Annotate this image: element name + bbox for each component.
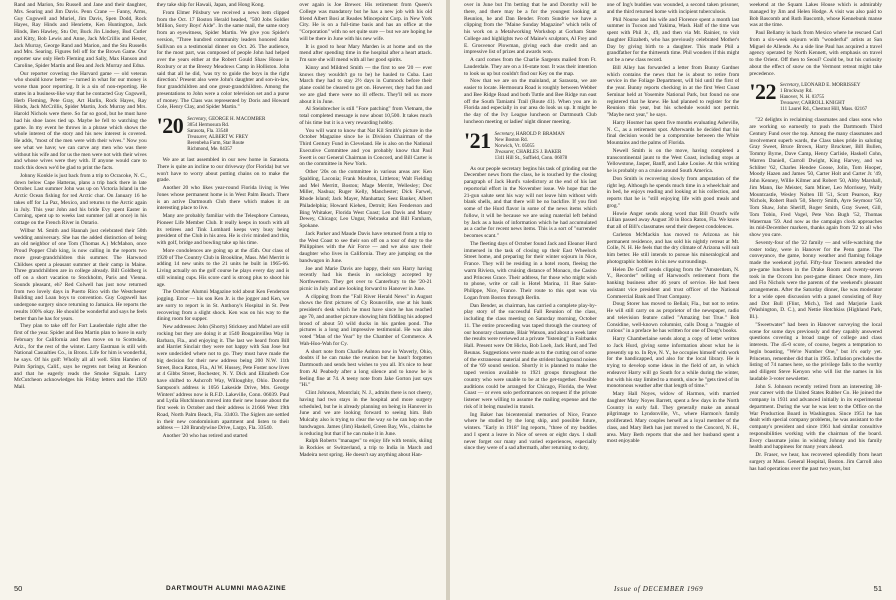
paragraph: Another 20 who likes year-round Florida living is Wes Jones whose permanent home is in West Palm Beach. There is an active Dartmouth Club there which makes it an interesting place to live. bbox=[156, 185, 290, 212]
class-header-1922 bbox=[749, 79, 882, 113]
paragraph: Newell Smith is on the move, having completed a transcontinental jaunt to the West Coast, including stops at Yellowstone, Jasper, Banff, and Lake Louise. At this writing he is probably on a cruise around South America. bbox=[606, 147, 740, 174]
paragraph: Joe and Marie Davis are happy, their son Harry having recently had his thesis in sociology accepted by Northwestern. They get over to Canterbury to the '20-21 picnic in July and are looking forward to Hanover in June. bbox=[299, 265, 433, 292]
secretary-label: Secretary, bbox=[494, 131, 515, 137]
running-footer: Issue of DECEMBER 1969 bbox=[614, 585, 704, 593]
paragraph: They plan to take off for Fort Lauderdale right after the first of the year. Spider and Bea Martin plan to leave in early February for California and then move on to Scottsdale, Ariz., for the rest of the winter. Larry Eastman is still with National Casualties Co., in Bronx. Life for him is wonderful, he says. Of his golf: Wholly all all well. Slim Hamlen of Palm Springs, Calif., says he regrets not being at Reunion and that he eagerly reads the Smoke Signals. Larry McCutcheon acknowledges his Friday letters and the 1920 Mail. bbox=[14, 323, 147, 390]
paragraph: Kinny and Mildred Smith — the first to see '20 — ever knows they wouldn't go to be) he hauled to Cuba. Last March they had to stay 2½ days in Cumnock before their plane could be cleared to get on. However, they had fun and we are glad there were no ill effects. They'll tell us more about it in June. bbox=[299, 64, 433, 105]
secretary-address: 1 Brockway Rd. bbox=[779, 89, 813, 95]
paragraph: Our reporter covering the Harvard game — old veteran who should know better — turned in what for our money is worse than poor reporting. It is a sin of non-reporting. He states in a business-like way that he contacted Guy Cogswell, Herb Fleming, Pete Gray, Art Harlin, Rock Hayes, Ray Hinds, Jack McCrillis, Spider Martin, Jock Murray and Mrs. Harold Nichols were there. So far so good, but he must have had his shoe laces tied up. Maybe he fell to watching the game. In my event he throws in a phrase which shows the whole interest of the story and his new interest is covered. He adds, "most of the men were with their wives." Now you see what we have; we can carve any men who was there without his wife and for us the men were not with their wives and whose wives were they with. If anyone would care to track this down we'd be glad to print the facts. bbox=[14, 70, 147, 171]
secretary-name: GEORGE H. MACOMBER bbox=[208, 117, 266, 122]
paragraph: Howie Anger sends along word that Bill Ovard's wife Lillian passed away August 30 in Boca Raton, Fla. We know that all of Bill's classmates send their deepest condolences. bbox=[606, 210, 740, 230]
right-page bbox=[450, 0, 896, 600]
class-officers bbox=[495, 131, 568, 162]
paragraph: "22 delights in reclaiming classmates and class sons who are working so earnestly to push the Dartmouth Third Century Fund over the top. Among the many classmates and involvement superb wards, the Class takes pride in saluting Gray Sweet, Bruce Brown, Harry Bruckner, Bill Bullen, Tommy Byrne, Dave Camp, Henry Carlisle, Haskell Cohn, Warren Daniell, Carroll Dwight, King Harvey, and wa Schliter '62, Charles Hendee Goose, Jolin, Tom Hooper, Moody Hazen and James '50, Carter Holt and Carter Jr. '49, John Kenney, Willie Kilmer and Robert '50, Abby Marshall, Jim Mann, Ike Meister, Sam Miner, Leo Morrissey, Wally Mountcastle, Wesley Nolten III '51, Scott Pearson, Ray Nichols, Robert Rush '50, Sherry Smith, Ayre Seymour '50, Tom Shaw, John Sheriff, Roger Smith, Gray Sweet, Gill, Tom Tobin, Fred Vogel, Pete Von Bugh '52, Thomas Waterman '59. And now as the campaign clock approaches its mid-December markers, thanks again from '22 to all who show you care. bbox=[749, 117, 883, 238]
paragraph: one of Ing's buddies was wounded, a second taken prisoner, and the third returned home with incipient tuberculosis. bbox=[606, 2, 740, 15]
paragraph: Wilbur M. Smith and Hannah just celebrated their 50th wedding anniversary. She has the added distinction of being an old neighbor of one Tom (Thomas A.) McMahon, once Proud Popper Club king, is now calling in the reports two more great-grandchildren this summer. The Harwood Childses spent a pleasant summer at their camp in Maine. Three grandchildren are in college already. Bill Goldberg is off on a short vacation to Stockholm, Paris and Vienna. Sounds pleasant, eh? Red Colwell has just now returned from two lovely days in Puerto Rico with the Westchester Building and Loan boys to convention. Guy Cogswell has undergone surgery since returning to Jamaica. He reports the results 100% okay. He should be wonderful and says he feels better than he has for years. bbox=[14, 227, 147, 322]
treasurer-label: Treasurer, bbox=[494, 149, 515, 155]
paragraph: More condolences are going up at the 45th. Our class of 1920 of The Country Club in Brookline, Mass. Mel Merritt is adding 14 new units to the 21 units he built in 1965-66. Living actually on the golf course he plays every day and is still winning cups. His score card is strong plus to shoot his age. bbox=[156, 247, 290, 288]
secretary-city: Hanover, N. H. 03755 bbox=[779, 95, 825, 101]
paragraph: Other '20s on the committee in various areas are: Ken Spalding, Laconia; Frank Moulton, Littleton; Walt Fielding and Mel Merritt, Boston; Mage Merritt, Wellesley; Doc Miller, Nashua; Ruger Kelly, Manchester; Dick Farwel, Rhode Island; Jack Mayer, Manhattan; Seez Banker, Albert Philadelphia; Howard Kiehen, Detroit; Ken Fenderson and Bing Whitaker, Florida West Coast; Len Davis and Maury Dewey, Chicago; Leo Ungar, Nebraska and Bill Farnham, Spokane. bbox=[299, 169, 433, 229]
class-year: '20 bbox=[156, 113, 184, 138]
paragraph: Al Steinbrecher is still "Fore patching" from Vietnam, the total completed message is now about 10,500. It takes much of his time but it is a very rewarding hobby. bbox=[299, 106, 433, 126]
class-year: '22 bbox=[749, 79, 776, 105]
treasurer-label: Treasurer, bbox=[187, 135, 208, 140]
paragraph: A card comes from the Charlie Sargents mailed from Ft. Lauderdale. They are on a 16-state tour. It was their intention to look us up but couldn't find our Key on the map. bbox=[464, 57, 597, 77]
paragraph: As our people secretary begins his task of grinding out the December news from the class, he is touched by the closing paragraph of Jack Hurd's valedictory at the end of his last reportorial effort in the November issue. We hope that the 21-gun salute sent his way will not leave him without with blank shells, and that there will be no backfire. If you find some of the Hurd flavor in some of the news items which follow, it will be because we are using material left behind by Jack as a basis of information which he had accumulated as a cache for recent news items. This is a sort of "surrender becomes scant." bbox=[464, 165, 597, 239]
class-officers bbox=[187, 116, 265, 153]
paragraph: Harry Chamberlaine sends along a copy of letter written to Jack Hurd, giving some information about what he is presently up to. In Rye, N. Y., he occupies himself with work for the handicapped, and also for the local library. He is trying to develop some ideas in the field of art, in which endeavor Harry will go South for a while during the winter, but with his stay limited to a month, since he "gets tired of its monotonous weather after that length of time." bbox=[606, 336, 740, 390]
paragraph: Paul Bellamy is back from Mexico where he rescued Carl from a six-week sojourn with "wonderful" artists at San Miguel de Allende. As a side line Paul has acquired a travel agency operated by North Kennett, with emphasis on travel to the Orient. Off then to Seoul? Could be, but his curiosity about the effect of snow on the Vermont retreat might take precedence. bbox=[749, 30, 883, 77]
paragraph: "Sweetwater" had been in Hanover surveying the local scene for some days previously and they capably answered questions covering a broad range of college and class interests. The 45-0 score, of course, begets a temptation to begin boasting, "We're Number One," but it's early yet. Princeton, remember did that in 1965. Inflation precludes the listing of 74 names here, so the privilege falls to the worthy and diligent Steve Kenyon who will list the names in his laudable 3-voter newsletter. bbox=[749, 321, 883, 382]
paragraph: The October Alumni Magazine told about Ken Fenderson jogging. Error — his son Ken Jr. is the jogger and Ken, we are sorry to report is in St. Anthony's Hospital in St. Pete recovering from a slight shock. Ken was on his way to the dining room for supper. bbox=[156, 289, 290, 323]
page-number: 50 bbox=[14, 584, 23, 593]
paragraph: Rand and Marion, Stu Russell and Jane and their daughter, Mrs. Searing and Jim Davis. Penn Crane — Fanny, Arms, Guy Cogswell and Muriel, Jim Davis, Spen Dodd, Rock Hayes, Ray Hinds and Henriette, Ken Huntington, Jack Hinds, Ben Hawley, Stu Orr, Buck Jin Lindsey, Bud Cutler and Kitty, Bob Lewis and Anne, Jack McCrillis and Hester, Jack Murray, George Rand and Marion, and the Stu Russells and Mrs. Searing. Figures fell off for the Brown Game. Our reporter saw only Herb Fleming and Sally, Max Hanson and Caroline, Spider Martin and Bea and Jock Murray and Edna. bbox=[14, 2, 147, 69]
paragraph: A short note from Charlie Ashton now in Waverly, Ohio, doubts if he can make the reunion but he hasn't forgotten Dartmouth and sends best wishes to you all. It's nice to hear from Al Peabody after a long silence and to know he is feeling fine at 74. A teeny note from Jake Gorton just says "Hi." bbox=[299, 348, 433, 389]
treasurer-address: 1341 Hill St., Suffield, Conn. 06078 bbox=[494, 155, 568, 161]
paragraph: Jack Parker and Maude Davis have returned from a trip to the West Coast to see their son off on a tour of duty to the Philippines with the Air Force — and we also saw their daughter who lives in California. They are jumping on the bandwagon in June. bbox=[299, 230, 433, 264]
left-page bbox=[0, 0, 446, 600]
running-footer: DARTMOUTH ALUMNI MAGAZINE bbox=[166, 585, 287, 592]
paragraph: New addresses: John (Shorty) Stickney and Mabel are still rocking but they are doing it at 1540 Bougainvillea Way in Barbara, Fla., and enjoying it. The last we heard from Bill and Harriet Sinclair they were not happy with San Jose but were undecided where not to go. They must have made the big decision for their new address being 200 N.W. 11th Street, Boca Raton, Fla., Al W. Hussey, Pete Foster now lives at 4 Gibbs Street, Rochester, N. Y. Dick and Elizabeth Coe have shifted to Ashcroft Way, Willoughby, Ohio. Dorothy Sampson's address is 1056 Lakeside Drive, Mrs. George Winters' address now is R.F.D. Lakeville, Conn. 06039. Paul and Lydia Hutchinson moved into their new house about the first week in October and their address is 21666 West 19th Road, North Palm Beach, Fla. 33403. The Siglers are settled in their new condominium apartment and listen to their address — 128 Brandywine Drive, Largo, Fla. 33540. bbox=[156, 324, 290, 432]
class-officers bbox=[780, 82, 867, 113]
paragraph: Johnny Konkle is just back from a trip to Ocracoke, N. C., down below Cape Hatteras, plans a trip back there in late October. Last summer John was up on Victoria Island in the Arctic Ocean fishing for red Arctic char. On January 16 he takes off for La Paz, Mexico, and returns to the Arctic again in July. This year John and his bride Evy spent Easter in Corning, spent up to weeks last summer (all at once) in his cottage on the French River in Ontario. bbox=[14, 172, 147, 226]
treasurer-address: 111 Laurel Rd., Chestnut Hill, Mass. 02167 bbox=[779, 107, 868, 113]
paragraph: Seventy-four of the '22 family — and wife-watching the roster today, were in Hanover for the Penn game. The conveyance, the game, bonny weather and flaming foliage made the weekend joyful. Fifty-four Towners attended the pre-game luncheon in the Drake Room and twenty-seven took in the Occom Inn post-game dinner. Once more, Jim and Flo Nichols were the parents of the weekend's pleasant arrangements. After the Saturday dinner, Ike was moderator for a wide open discussion with a panel consisting of Roy and Dot Bull (Flint, Mich.), Ted and Marjorie Lusk (Washington, D. C.), and Nettie Hotchkiss (Highland Park, Ill.). bbox=[749, 239, 883, 320]
treasurer-address: Berenbeha Farm, Star Route bbox=[187, 141, 245, 146]
secretary-city: Sarasota, Fla. 33548 bbox=[187, 129, 229, 134]
treasurer-city: Richmond, Me. 04357 bbox=[187, 147, 233, 152]
class-header-1920 bbox=[156, 113, 290, 153]
secretary-address: New Boston Rd. bbox=[494, 137, 528, 143]
paragraph: Many are probably familiar with the Telesphore Comeau, Pioneer Life Member Club. It really keeps in touch with all its retirees and Tink Lombard keeps very busy being president of the Club in his area. He is civic minded and this, with golf, bridge and bowling take up his time. bbox=[156, 213, 290, 246]
page-number: 51 bbox=[873, 584, 882, 593]
paragraph: Ralph Roberts "manages" to enjoy life with tennis, skiing in Rockies or Switzerland, a trip to India in March and Madeira next spring. He doesn't say anything about Han- bbox=[299, 438, 433, 458]
right-column-1 bbox=[464, 2, 597, 576]
paragraph: The fleeting days of October found Jack and Eleanor Hurd immersed in the task of closing up their East Wheelock Street home, and preparing for their winter sojourn in Nice, France. They will be residing in a hotel room, fleeing the warm Riviera, with cruising distance of Monaco, the Casino and Princess Grace. Their address, for those who might wish to phone, write or call is Hotel Marina, 11 Rue Saint-Philippe, Nice, France. Their route to this spot was via Logan from Boston through Berlin. bbox=[464, 240, 597, 301]
secretary-name: LEONARD E. MORRISSEY bbox=[801, 83, 861, 89]
left-column-1 bbox=[14, 2, 147, 576]
paragraph: Don Smith is recovering slowly from amputation of the right leg. Although he spends much time in a wheelchair and in bed, he enjoys reading and looking at his collection, and reports that he is "still enjoying life with good meals and grog." bbox=[606, 175, 740, 209]
paragraph: John S. Johnson recently retired from an interesting 38-year career with the United States Rubber Co. He joined the company in 1931 and advanced initially in its experimental department. During the war he was lent to the Office on the War Production Board in Washington. Since 1951 he has dealt with special company problems, he was assistant to the company's president and since 1961 had similar consultive responsibilities working with the chairman of the board. Every classmate joins in wishing Johnny and his family health and happiness for many years ahead. bbox=[749, 383, 883, 451]
treasurer-name: ALBERT W. FREY bbox=[208, 135, 249, 140]
left-column-3 bbox=[299, 2, 432, 576]
paragraph: Harry Hosmer has spent five months evaluating Asheville, N. C., as a retirement spot. Afterwards he decided that his final decision would be a compromise between the White Mountains and the palms of Florida. bbox=[606, 119, 740, 146]
paragraph: weekend at the Squam Lakes House which is admirably managed by Jim and Helen Hodge. A visit was also paid to Bob Bascomb and Ruth Bascomb, whose Kennebunk manse was at the time. bbox=[749, 2, 883, 29]
left-column-2 bbox=[157, 2, 290, 576]
secretary-label: Secretary, bbox=[779, 83, 800, 89]
right-page-footer bbox=[464, 582, 882, 594]
treasurer-name: CARROLL KNIGHT bbox=[801, 101, 845, 107]
paragraph: We are at last assembled in our new home in Sarasota. There is quite an incline to our driveway (for Florida) but we won't have to worry about putting chains on to make the grade. bbox=[156, 157, 290, 184]
secretary-city: Norwich, Vt. 05055 bbox=[494, 143, 535, 149]
secretary-address: 3054 Hermosura Rd. bbox=[187, 123, 230, 128]
right-column-3 bbox=[749, 2, 882, 576]
paragraph: Dan Bender, as chairman, has carried a complete play-by-play story of the successful Fall Reunion of the class, including the class meeting on Saturday morning, October 11. The entire proceeding was taped through the courtesy of our honorary classmate, Blair Watson, and about a week later the results were reviewed at a private "listening" in Fairbanks Hall. Present were Ott Hicks, Bob Loeb, Jack Hurd, and Ted Reunas. Suggestions were made as to the cutting out of some of the extraneous material and the strident background noises of the '69 sound session. Shortly it is planned to make the taped version available to 1921 groups throughout the country who were unable to be at the get-together. Possible auditions could be arranged for Chicago, Florida, the West Coast — or even solo performances on request if the private listener were willing to assume the mailing expense and the risk of it being mauled in transit. bbox=[464, 302, 597, 410]
treasurer-name: CHARLES J. BAKER bbox=[515, 149, 562, 155]
paragraph: Bill Alley has forwarded a letter from Bunny Gardner which contains the news that he is about to retire from service in the Foliage Department, will bid until the first of the year. Bunny reports checking in at the first West Coast Seminar held at Yosemite National Park, but found no one registered that he knew. He had planned to register for the Reunion this year, but his schedule would not permit. "Maybe next year," he says. bbox=[606, 64, 740, 118]
paragraph: Dr. Fraser, we hear, has recovered splendidly from heart surgery at Mass. General Hospital, Boston. Jim Carroll also has had operations over the past two years, but bbox=[749, 452, 883, 472]
paragraph: Phil Nourse and his wife and Florence spent a month last summer in Tucson and Yakima, Wash. Half of the time was spent with Phil Jr., 49, and then via Mt. Rainier, to visit daughter Elizabeth, who has previously celebrated Mother's Day by giving birth to a daughter. This made Phil a grandfather for the thirteenth time. Phil wonders if this might not be a new class record. bbox=[606, 16, 740, 63]
paragraph: Mary Hall Noyes, widow of Harmon, with married daughter Mary Noyes Barrett, spent a few days in the North Country in early fall. They generally make an annual pilgrimage to Lyndonville, Vt., where Harmon's family proliferated. Mary couples herself as a loyal member of the class, and Mary Beth has just moved to the Concord, N. H., area. Mary Beth reports that she and her husband spent a most enjoyable bbox=[606, 391, 740, 445]
paragraph: Carleton McMackin has moved to Arizona as his permanent residence, and has sold his nightly retreat at Mt. Colle, N. H. He feels that the dry climate of Arizona will suit him better. He still intends to pursue his mineralogical and photographic hobbies in his new surroundings. bbox=[606, 231, 740, 265]
right-column-2 bbox=[607, 2, 740, 576]
secretary-label: Secretary, bbox=[187, 117, 208, 122]
paragraph: A clipping from the "Fall River Herald News" in August shows the first pictures of Cy Rounsville, one at his bank president's desk which he must have since he has reached age 70, and another picture showing him fiddling his adopted brood of about 50 wild ducks in his garden pond. The pictures is a long and impressive testimonial. He was also voted "Man of the Year" by the Chamber of Commerce. A Wah-Hoo-Wah for Cy. bbox=[299, 293, 433, 347]
paragraph: Ing Baker has bicentennial memories of Nice, France where he studied by the long ship, and possible future, winters. "Early in 1918" Ing reports, "three of my buddies and I spent a leave in Nice of seven or eight days. I shall never forget our many and varied experiences, especially since they were of a sad aftermath, after returning to duty, bbox=[464, 411, 597, 452]
paragraph: Now that we are on the mainland, at Sarasota, we are easier to locate. Hermosura Road is roughly between Webber and Bee Ridge Road and both Tuttle and Bee Ridge run east off the South Tamiami Trail (Route 41). When you are in Florida and especially in our area do look us up. It might be the day of the Ivy League luncheon or Dartmouth Club luncheon meeting or ladies' night dinner meeting. bbox=[464, 78, 597, 125]
paragraph: Doug Storer has moved to Bellair, Fla., but not to retire. He will still carry on as proprietor of the newspaper, radio and television feature called "Amazing but True." Bob Considine, well-known columnist, calls Doug a "magpie of curious" in a preface he has written for one of Doug's books. bbox=[606, 301, 740, 335]
paragraph: You will want to know that Nat Kil Smith's picture in the October Magazine since he is Division Chairman of the Third Century Fund in Cleveland. He is also on the National Executive Committee and you probably know that Paul Swett is our General Chairman in Concord, and Bill Carter is on the committee in New York. bbox=[299, 127, 433, 168]
class-year: '21 bbox=[464, 127, 491, 153]
paragraph: over in June but I'm betting that he and Dorothy will be there, and there may be a for the youngest looking at Reunion, he and Dan Bender. From Sundrie we have a clipping from the "Maine Sunday Magazine" which tells of his work on a Metalworking Workshop at Gorham State College and highlights two of Maine's sculptors, Al Frey and E. Grosvenor Plowman, giving each due credit and an impressive list of prizes and awards won. bbox=[464, 2, 597, 56]
paragraph: It is good to hear Mary Marden is at home and on the mend after spending time in the hospital after a heart attack. I'm sure she will mend with all her good spirits. bbox=[299, 43, 433, 63]
left-page-footer bbox=[14, 582, 432, 594]
class-header-1921 bbox=[464, 127, 597, 162]
paragraph: Clint Johnson, Montclair, N. J., admits there is not cheery, having had two stays in the hospital and more surgery scheduled, but he is already planning on being in Hanover in June and we are looking forward to seeing him. Bob Mulcahy also is trying to clear the way so he can hop on the bandwagon. James (Jim) Haskell, Green Bay, Wis., claims he is reducing but that if he can make it in June. bbox=[299, 390, 433, 437]
paragraph: they take ship for Hawaii, Japan, and Hong Kong. bbox=[156, 2, 265, 8]
paragraph: over again is Joe Brewer. His retirement from Queen's College was mandatory but he has a new job with his old friend Albert Bosi at Reades Mincepoint Corp. in New York City. He is on a full-time basis and has an office at the "Corporation" with no set quite sure — but we are hoping he will be there in June with his new wife. bbox=[299, 2, 433, 42]
secretary-name: HAROLD P. BRAMAN bbox=[515, 131, 565, 137]
paragraph: From Elmer Pilsbury we received a news item clipped from the Oct. 17 Boston Herald headed, "500 Jobs Soldier Million, Sorry Boys' Aide". In the same mail, the same story from an eyewitness, Spider Martin. We give you Spider's version, "Three hundred community leaders honored John Sullivan on a testimonial dinner on Oct. 26. The audience, for the most part, was composed of people John had helped over the years either at the Robert Gould Shaw House in Roxbury or at the Breezy Meadows Camp in Holliston. John said that all he did, 'was try to guide the boys in the right direction.' Present also were John's daughter and son-in-law, four grandchildren and one great-grandchildren. Among the presentations to John were a color television set and a purse of money. The Class was represented by Doris and Howard Cole, Henry Clay, and Spider Martin." bbox=[156, 9, 290, 111]
paragraph: Another '20 who has retired and started bbox=[162, 433, 248, 439]
paragraph: Helen De Groff sends clipping from the "Amsterdam, N. Y., Recorder" telling of Harwood's retirement from the banking business after 46 years of service. He had been assistant vice president and trust officer of the National Commercial Bank and Trust Company. bbox=[606, 266, 740, 300]
treasurer-label: Treasurer, bbox=[779, 101, 801, 107]
